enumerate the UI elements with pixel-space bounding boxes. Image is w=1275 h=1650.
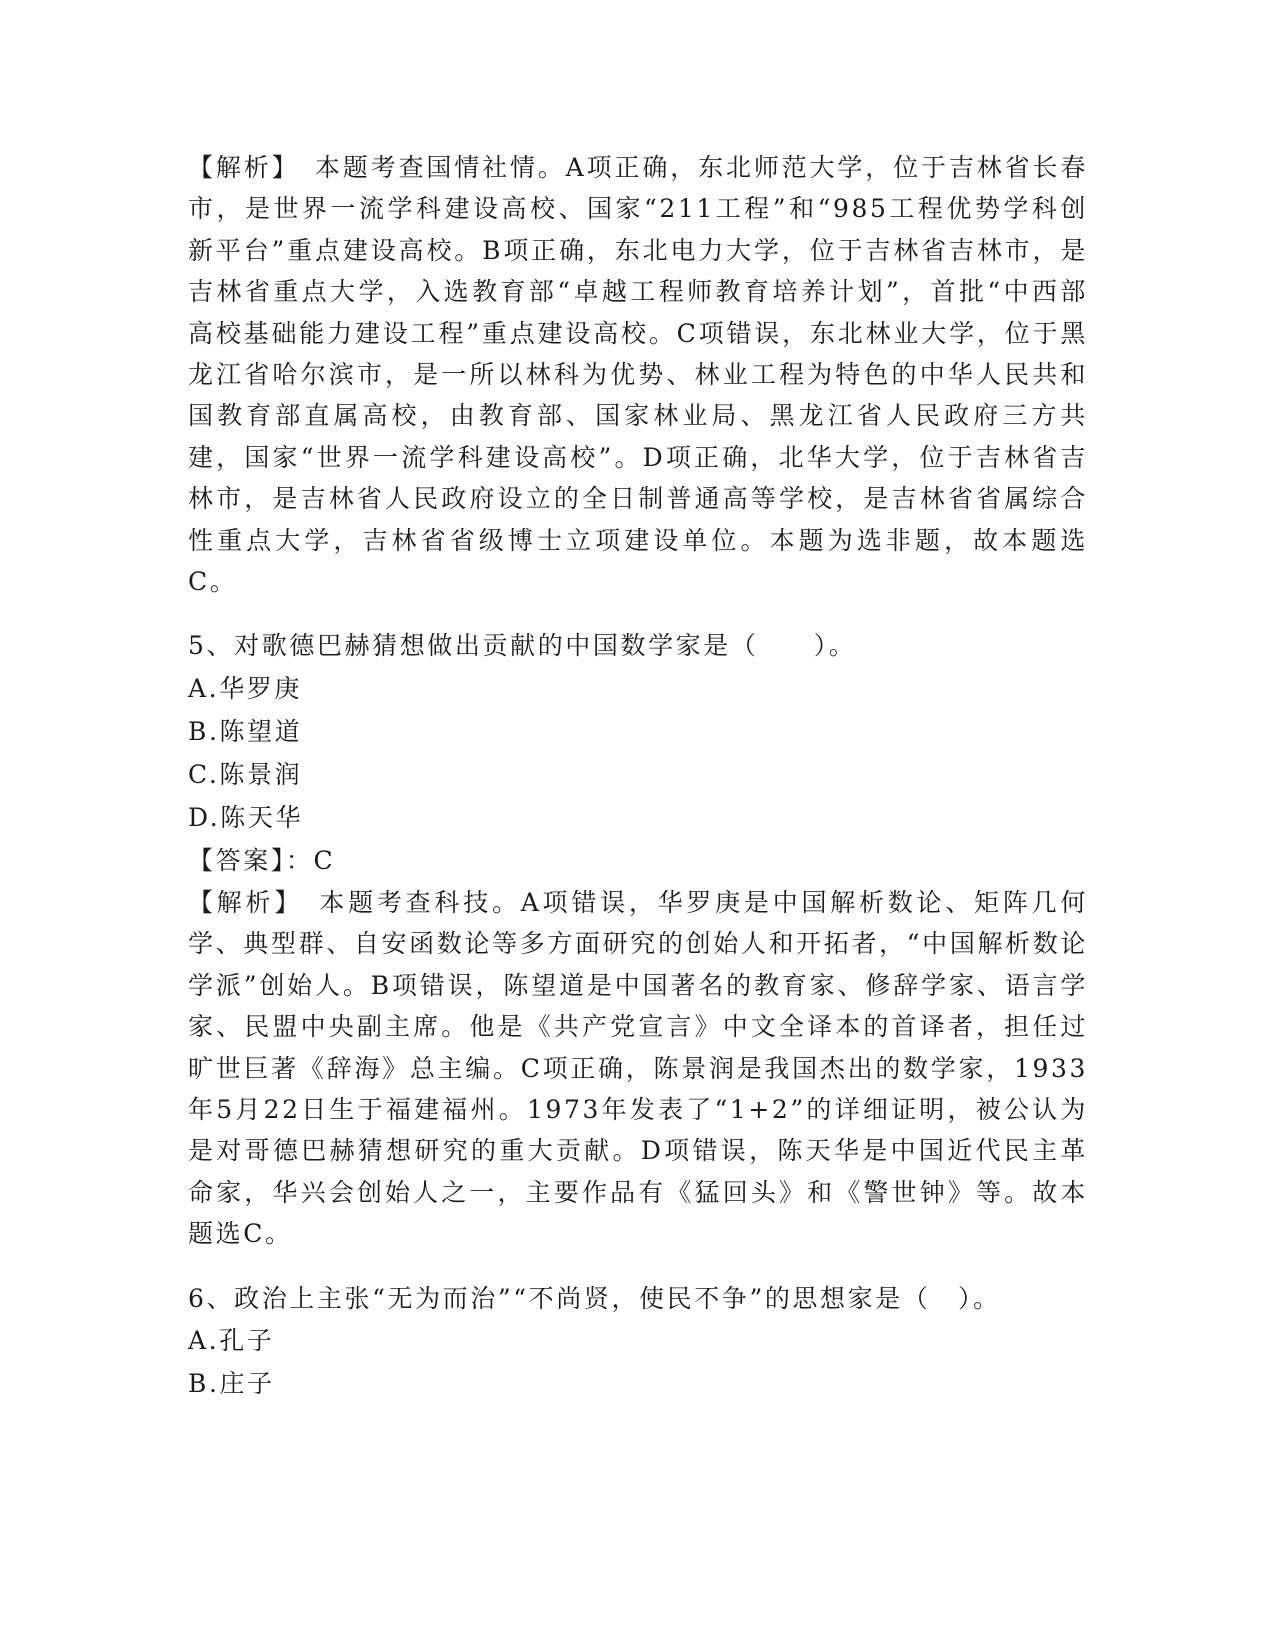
q6-stem: 6、政治上主张“无为而治”“不尚贤，使民不争”的思想家是（ ）。 <box>188 1283 1001 1313</box>
q5-option-a: A.华罗庚 <box>188 673 303 703</box>
q4-analysis-paragraph: 【解析】 本题考查国情社情。A项正确，东北师范大学，位于吉林省长春市，是世界一流学科建设高校、国家“211工程”和“985工程优势学科创新平台”重点建设高校。B项正确，东北电力大学，位于吉林省吉林市，是吉林省重点大学，入选教育部“卓越工程师教育培养计划”，首批“中西部高校基础能力建设工程”重点建设高校。C项错误，东北林业大学，位于黑龙江省哈尔滨市，是一所以林科为优势、林业工程为特色的中华人民共和国教育部直属高校，由教育部、国家林业局、黑龙江省人民政府三方共建，国家“世界一流学科建设高校”。D项正确，北华大学，位于吉林省吉林市，是吉林省人民政府设立的全日制普通高等学校，是吉林省省属综合性重点大学，吉林省省级博士立项建设单位。本题为选非题，故本题选C。 <box>188 153 1088 597</box>
section-gap <box>188 1255 1088 1278</box>
q5-option-b: B.陈望道 <box>188 716 303 746</box>
q5-option-c: C.陈景润 <box>188 759 303 789</box>
q6-option-a: A.孔子 <box>188 1325 275 1355</box>
q6-option-b: B.庄子 <box>188 1368 275 1398</box>
q5-analysis-paragraph: 【解析】 本题考查科技。A项错误，华罗庚是中国解析数论、矩阵几何学、典型群、自安函数论等多方面研究的创始人和开拓者，“中国解析数论学派”创始人。B项错误，陈望道是中国著名的教育家、修辞学家、语言学家、民盟中央副主席。他是《共产党宣言》中文全译本的首译者，担任过旷世巨著《辞海》总主编。C项正确，陈景润是我国杰出的数学家，1933年5月22日生于福建福州。1973年发表了“1+2”的详细证明，被公认为是对哥德巴赫猜想研究的重大贡献。D项错误，陈天华是中国近代民主革命家，华兴会创始人之一，主要作品有《猛回头》和《警世钟》等。故本题选C。 <box>188 887 1088 1249</box>
q5-option-d: D.陈天华 <box>188 802 304 832</box>
page-content <box>188 147 1088 1405</box>
q5-answer: 【答案】：C <box>188 845 336 875</box>
q5-stem: 5、对歌德巴赫猜想做出贡献的中国数学家是（ ）。 <box>188 631 857 661</box>
section-gap <box>188 602 1088 625</box>
